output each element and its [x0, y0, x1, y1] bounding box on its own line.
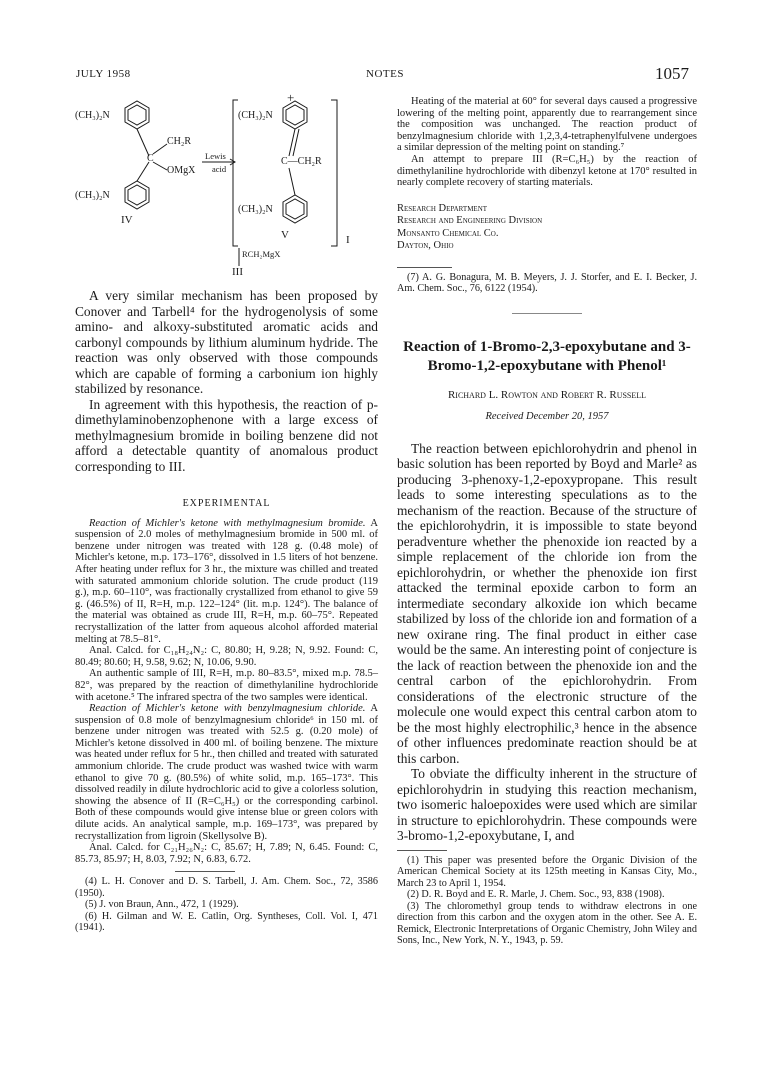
benzene-ring-iv-lower-inner [128, 185, 146, 205]
bond-v-lower [289, 168, 295, 195]
left-para-mechanism: A very similar mechanism has been proposed by Conover and Tarbell⁴ for the hydrogenolysis of some amino- and alkoxy-substituted aromatic acids and carbonyl compounds by lithium aluminum hydride. The reaction was only observed with those compounds which are capable of forming a carbonium ion highly stabilized by resonance. [75, 288, 378, 396]
footnote-3: (3) The chloromethyl group tends to withdraw electrons in one direction from this carbon and the oxygen atom in the other. See A. E. Remick, Electronic Interpretations of Organic Chemistry, John Wiley and Sons, Inc., New York, N. Y., 1943, p. 59. [397, 900, 697, 947]
reaction-scheme [75, 90, 378, 266]
affil-company: Monsanto Chemical Co. [397, 227, 499, 239]
footnote-1: (1) This paper was presented before the Organic Division of the American Chemical Society at its 125th meeting in Kansas City, Mo., March 23 to April 1, 1954. [397, 854, 697, 889]
page-number: 1057 [655, 64, 689, 83]
right-para-attempt: An attempt to prepare III (R=C₆H₅) by the reaction of dimethylaniline hydrochloride with dibenzyl ketone at 170° resulted in nearly complete recovery of starting materials. [397, 153, 697, 189]
exp1-analysis: Anal. Calcd. for C₁₈H₂₄N₂: C, 80.80; H, 9.28; N, 9.92. Found: C, 80.49; 80.60; H, 9.58, 9.62; N, 10.06, 9.90. [75, 645, 378, 668]
body-para-1: The reaction between epichlorohydrin and phenol in basic solution has been reported by Boyd and Marle² as producing 3-phenoxy-1,2-epoxypropane. This result leads to some interesting speculations as to the mechanism of the reaction. Because of the structure of the epichlorohydrin, it is impossible to state beyond peradventure whether the phenoxide ion reacted by a simple replacement of the chloride ion from the epichlorohydrin, or whether the phenoxide ion first attacked the terminal epoxide carbon to form an intermediate secondary alkoxide ion which became stabilized by loss of the chloride ion and formation of a new oxirane ring. The final product in either case would be the same. An interesting point of conjecture is the lack of reaction between the phenoxide ion and the central carbon of the epichlorohydrin. From considerations of the electronic structure of the molecule one would expect this central carbon atom to be the most highly electrophilic,³ hence in the absence of other influences predominate reaction should be at this carbon. [397, 440, 697, 766]
exp1-body: A suspension of 2.0 moles of methylmagnesium bromide in 500 ml. of benzene under nitrogen was treated with 128 g. (0.48 mole) of Michler's ketone, m.p. 173–176°, dissolved in 1.5 liters of hot benzene. After heating under reflux for 3 hr., the mixture was chilled and treated with saturated ammonium chloride solution. The crude product (119 g.), m.p. 60–110°, was fractionally crystallized from ethanol to give 59 g. (46.5%) of II, R=H, m.p. 122–124° (lit. m.p. 124°). The balance of the material was obtained as crude III, R=H, m.p. 60–75°. Repeated recrystallization of the latter from aqueous alcohol afforded material melting at 78.5–81°. [75, 517, 378, 645]
affil-research-dept: Research Department [397, 202, 488, 214]
article-authors: Richard L. Rowton and Robert R. Russell [447, 388, 647, 401]
left-column [75, 90, 379, 934]
bracket-right [331, 100, 337, 246]
omgx-iv: OMgX [167, 165, 196, 176]
exp2-analysis: Anal. Calcd. for C₂₁H₂₆N₂: C, 85.67; H, 7.89; N, 6.45. Found: C, 85.73, 85.97; H, 8.03, 7.92; N, 6.83, 6.72. [75, 842, 378, 865]
ch2r-v: C—CH₂R [281, 156, 322, 167]
article-title: Reaction of 1-Bromo-2,3-epoxybutane and 3-Bromo-1,2-epoxybutane with Phenol¹ [403, 338, 691, 374]
bond-iv-lower [137, 162, 149, 181]
reaction-scheme-drawing [75, 96, 378, 266]
footnote-4: (4) L. H. Conover and D. S. Tarbell, J. Am. Chem. Soc., 72, 3586 (1950). [75, 876, 378, 899]
label-iv: IV [121, 214, 133, 226]
affil-city: Dayton, Ohio [397, 240, 454, 252]
nme2-v-lower: (CH₃)₂N [238, 204, 273, 215]
nme2-iv-upper: (CH₃)₂N [75, 110, 110, 121]
right-column [397, 96, 697, 947]
lewis-label: Lewis [205, 151, 226, 161]
label-v: V [281, 229, 289, 241]
nme2-iv-lower: (CH₃)₂N [75, 190, 110, 201]
bond-iv-upper [137, 129, 149, 156]
ch2r-iv: CH₂R [167, 136, 192, 147]
plus-charge: + [287, 90, 295, 105]
bond-iv-ch2r [153, 144, 167, 154]
nme2-v-upper: (CH₃)₂N [238, 110, 273, 121]
footnote-5: (5) J. von Braun, Ann., 472, 1 (1929). [85, 899, 239, 911]
benzene-ring-v-lower-inner [286, 199, 304, 219]
exp2-paragraph [75, 703, 378, 842]
experimental-heading: EXPERIMENTAL [182, 498, 271, 509]
affiliation-block [397, 203, 697, 253]
exp1-title: Reaction of Michler's ketone with methylmagnesium bromide. [89, 517, 366, 529]
bond-iv-omgx [153, 162, 167, 170]
carbon-iv: C [147, 153, 154, 164]
exp2-title: Reaction of Michler's ketone with benzylmagnesium chloride. [89, 703, 366, 715]
rch2mgx-label: RCH₂MgX [242, 249, 281, 259]
header-section: NOTES [366, 68, 404, 80]
received-date: Received December 20, 1957 [485, 411, 609, 423]
exp1-paragraph [75, 518, 378, 646]
footnote-6: (6) H. Gilman and W. E. Catlin, Org. Syntheses, Coll. Vol. I, 471 (1941). [75, 910, 378, 934]
exp1-authentic: An authentic sample of III, R=H, m.p. 80–83.5°, mixed m.p. 78.5–82°, was prepared by the reaction of dimethylaniline hydrochloride with acetone.⁵ The infrared spectra of the two samples were identical. [75, 668, 378, 703]
footnote-7: (7) A. G. Bonagura, M. B. Meyers, J. J. Storfer, and E. I. Becker, J. Am. Chem. Soc., 76, 6122 (1954). [397, 271, 697, 295]
label-iii: III [232, 266, 243, 278]
label-i: I [346, 234, 350, 246]
footnote-2: (2) D. R. Boyd and E. R. Marle, J. Chem. Soc., 93, 838 (1908). [407, 889, 665, 901]
benzene-ring-iv-upper-inner [128, 105, 146, 125]
bracket-left [233, 100, 238, 246]
affil-division: Research and Engineering Division [397, 215, 543, 227]
left-para-agreement: In agreement with this hypothesis, the reaction of p-dimethylaminobenzophenone with a large excess of methylmagnesium bromide in boiling benzene did not afford a detectable quantity of anomalous product corresponding to III. [75, 396, 378, 474]
acid-label: acid [212, 164, 227, 174]
exp2-body: A suspension of 0.8 mole of benzylmagnesium chloride⁶ in 150 ml. of benzene under nitrogen was treated with 52.5 g. (0.20 mole) of Michler's ketone dissolved in 400 ml. of boiling benzene. The mixture was heated under reflux for 5 hr., then chilled and treated with saturated ammonium chloride. The crude product was washed twice with warm ethanol to give 70 g. (80.5%) of white solid, m.p. 165–173°. This dissolved readily in dilute hydrochloric acid to give a colorless solution, showing the absence of II (R=C₆H₅) or the corresponding carbinol. Both of these compounds would give intense blue or green colors with dilute acids. An analytical sample, m.p. 169–173°, was prepared by recrystallization from ligroin (Skellysolve B). [75, 703, 379, 842]
body-para-2: To obviate the difficulty inherent in the structure of epichlorohydrin in studying this reaction mechanism, two isomeric haloepoxides were used which are similar in structure to epichlorohydrin. These compounds were 3-bromo-1,2-epoxybutane, I, and [397, 766, 697, 844]
benzene-ring-v-upper-inner [286, 105, 304, 125]
header-date: JULY 1958 [76, 68, 131, 80]
right-para-heating: Heating of the material at 60° for several days caused a progressive lowering of the melting point, apparently due to rearrangement since the composition was unchanged. The reaction product of benzylmagnesium chloride with 1,2,3,4-tetraphenylfulvene undergoes a similar depression of the melting point on standing.⁷ [397, 96, 697, 154]
